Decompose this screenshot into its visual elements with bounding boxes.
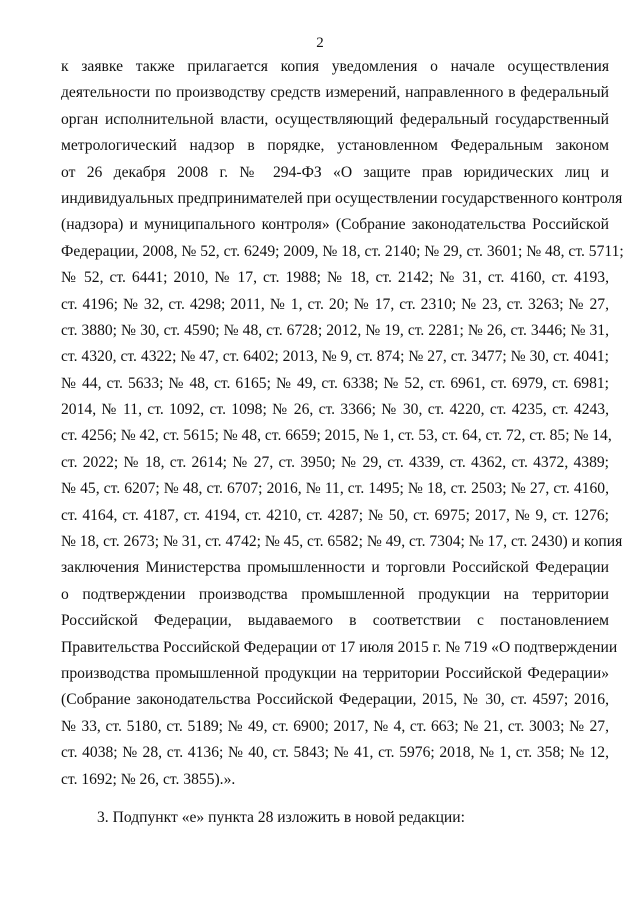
text-line: 2014, № 11, ст. 1092, ст. 1098; № 26, ст. 3366; № 30, ст. 4220, ст. 4235, ст. 4243,	[61, 401, 609, 419]
text-line: орган исполнительной власти, осуществляющий федеральный государственный	[61, 110, 609, 128]
text-line: 3. Подпункт «е» пункта 28 изложить в новой редакции:	[97, 808, 465, 826]
text-line: от 26 декабря 2008 г. № 294-ФЗ «О защите прав юридических лиц и	[61, 163, 609, 181]
text-line: метрологический надзор в порядке, установленном Федеральным законом	[61, 137, 609, 155]
text-line: Российской Федерации, выдаваемого в соответствии с постановлением	[61, 612, 609, 630]
text-line: производства промышленной продукции на территории Российской Федерации»	[61, 664, 609, 682]
text-line: (надзора) и муниципального контроля» (Собрание законодательства Российской	[61, 216, 609, 234]
text-line: ст. 4164, ст. 4187, ст. 4194, ст. 4210, ст. 4287; № 50, ст. 6975; 2017, № 9, ст. 1276;	[61, 506, 609, 524]
text-line: о подтверждении производства промышленной продукции на территории	[61, 585, 609, 603]
text-line: Правительства Российской Федерации от 17 июля 2015 г. № 719 «О подтверждении	[61, 638, 618, 656]
paragraph	[61, 54, 624, 793]
text-line: ст. 3880; № 30, ст. 4590; № 48, ст. 6728; 2012, № 19, ст. 2281; № 26, ст. 3446; № 31,	[61, 321, 609, 339]
text-line: № 44, ст. 5633; № 48, ст. 6165; № 49, ст. 6338; № 52, ст. 6961, ст. 6979, ст. 6981;	[61, 374, 609, 392]
text-line: индивидуальных предпринимателей при осуществлении государственного контроля	[61, 189, 623, 207]
text-line: ст. 4038; № 28, ст. 4136; № 40, ст. 5843; № 41, ст. 5976; 2018, № 1, ст. 358; № 12,	[61, 744, 609, 762]
text-line: (Собрание законодательства Российской Федерации, 2015, № 30, ст. 4597; 2016,	[61, 691, 609, 709]
text-line: № 18, ст. 2673; № 31, ст. 4742; № 45, ст. 6582; № 49, ст. 7304; № 17, ст. 2430) и копия	[61, 533, 623, 551]
page-number: 2	[316, 35, 324, 51]
text-line: № 45, ст. 6207; № 48, ст. 6707; 2016, № 11, ст. 1495; № 18, ст. 2503; № 27, ст. 4160,	[61, 480, 609, 498]
text-line: ст. 1692; № 26, ст. 3855).».	[61, 770, 236, 788]
text-line: ст. 4256; № 42, ст. 5615; № 48, ст. 6659; 2015, № 1, ст. 53, ст. 64, ст. 72, ст. 85; № 14,	[61, 427, 612, 445]
text-line: заключения Министерства промышленности и торговли Российской Федерации	[61, 559, 609, 577]
paragraph	[61, 805, 609, 831]
text-line: Федерации, 2008, № 52, ст. 6249; 2009, № 18, ст. 2140; № 29, ст. 3601; № 48, ст. 5711;	[61, 242, 624, 260]
document-body	[61, 54, 624, 831]
text-line: ст. 4320, ст. 4322; № 47, ст. 6402; 2013, № 9, ст. 874; № 27, ст. 3477; № 30, ст. 4041;	[61, 348, 609, 366]
text-line: ст. 2022; № 18, ст. 2614; № 27, ст. 3950; № 29, ст. 4339, ст. 4362, ст. 4372, 4389;	[61, 453, 609, 471]
text-line: № 33, ст. 5180, ст. 5189; № 49, ст. 6900; 2017, № 4, ст. 663; № 21, ст. 3003; № 27,	[61, 717, 609, 735]
text-line: к заявке также прилагается копия уведомления о начале осуществления	[61, 58, 609, 75]
text-line: ст. 4196; № 32, ст. 4298; 2011, № 1, ст. 20; № 17, ст. 2310; № 23, ст. 3263; № 27,	[61, 295, 609, 313]
text-line: деятельности по производству средств измерений, направленного в федеральный	[61, 84, 609, 102]
text-line: № 52, ст. 6441; 2010, № 17, ст. 1988; № 18, ст. 2142; № 31, ст. 4160, ст. 4193,	[61, 269, 609, 287]
